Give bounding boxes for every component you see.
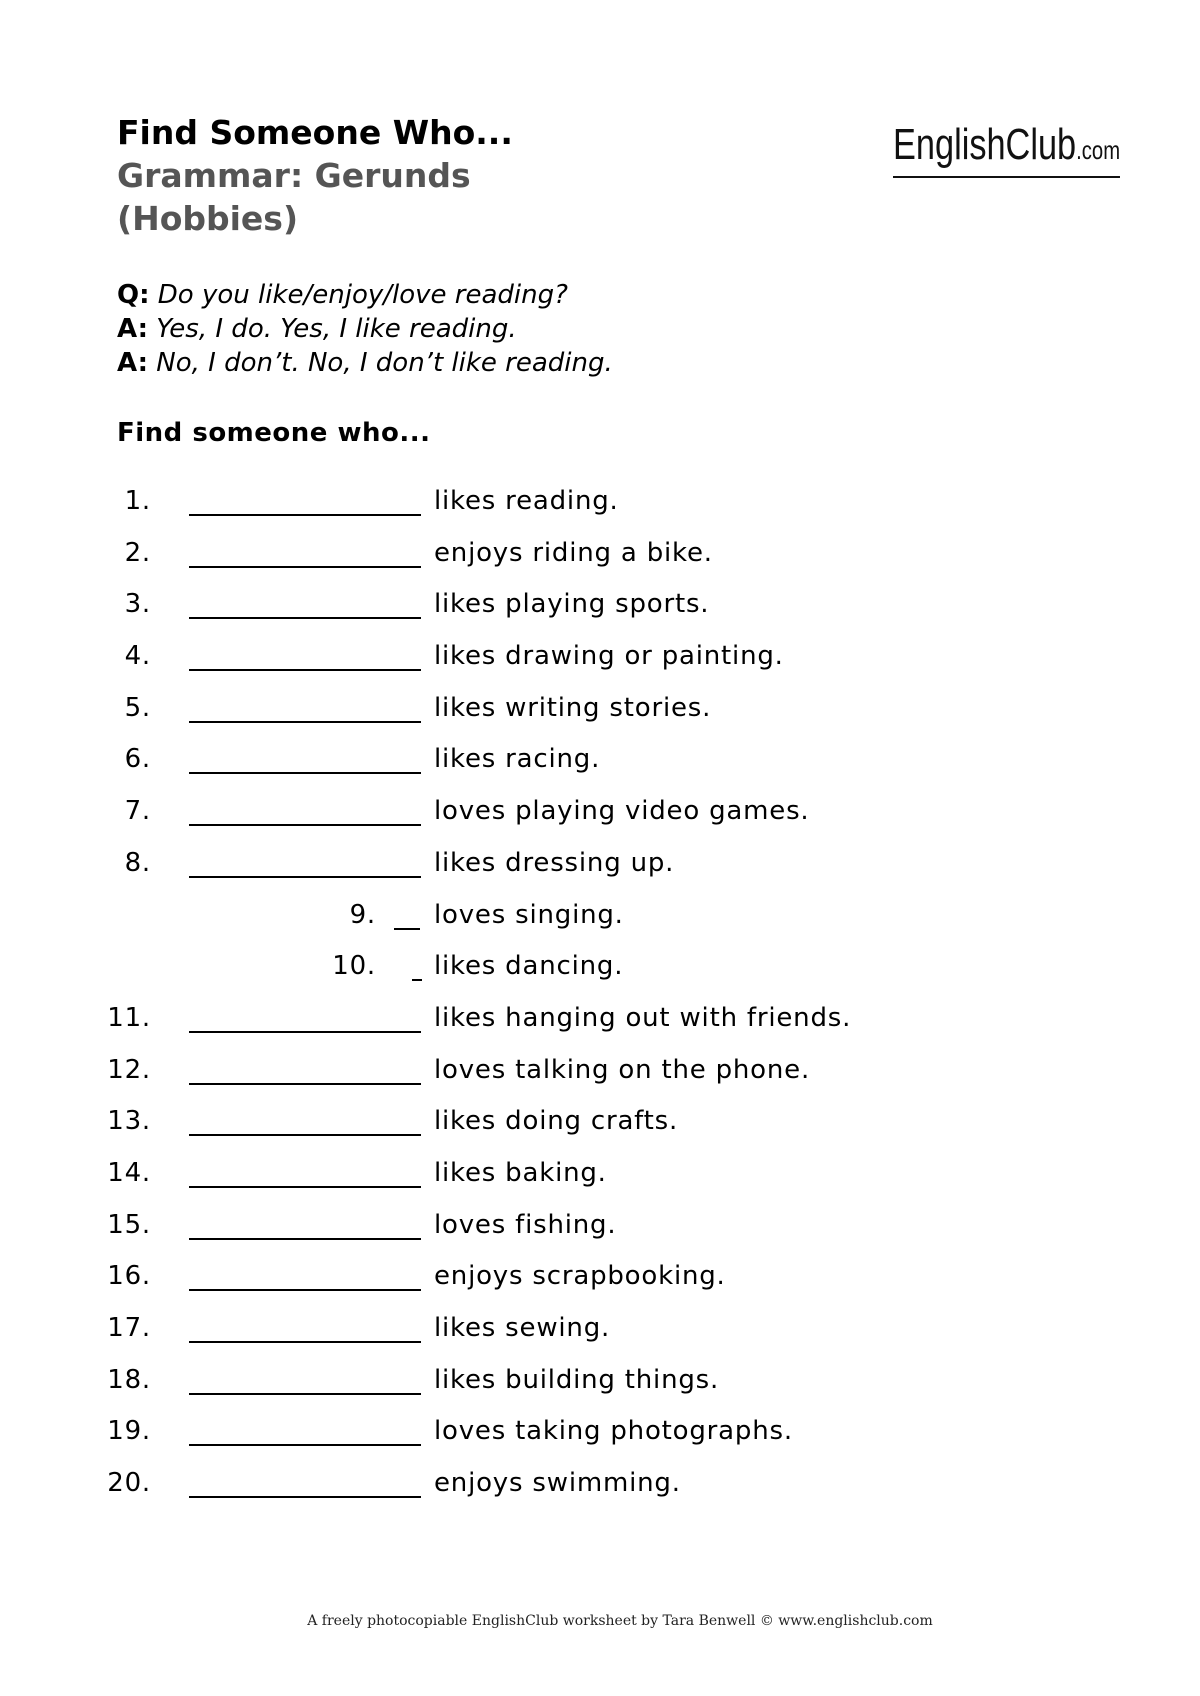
list-item [0, 1414, 1200, 1466]
qa-text: Yes, I do. Yes, I like reading. [156, 314, 517, 344]
item-text: likes writing stories. [434, 692, 712, 723]
answer-blank[interactable] [189, 669, 421, 671]
answer-blank[interactable] [189, 824, 421, 826]
answer-blank[interactable] [189, 1134, 421, 1136]
item-text: loves fishing. [434, 1209, 617, 1240]
item-text: likes drawing or painting. [434, 641, 784, 672]
item-text: likes reading. [434, 486, 619, 516]
englishclub-logo [893, 120, 1121, 178]
answer-blank[interactable] [189, 772, 421, 774]
list-item [0, 1104, 1200, 1156]
item-number: 15. [107, 1209, 151, 1240]
answer-blank[interactable] [189, 1031, 421, 1033]
list-item [0, 536, 1200, 588]
item-text: likes dancing. [434, 951, 624, 982]
answer-blank[interactable] [189, 1496, 421, 1498]
item-text: likes sewing. [434, 1313, 611, 1343]
answer-blank[interactable] [189, 1289, 421, 1291]
answer-blank[interactable] [394, 928, 420, 930]
answer-blank[interactable] [189, 876, 421, 878]
item-number: 14. [107, 1157, 151, 1188]
list-item [0, 587, 1200, 639]
page-subtitle: Grammar: Gerunds (Hobbies) [117, 156, 471, 238]
list-item [0, 1001, 1200, 1053]
logo-suffix-text: .com [1076, 135, 1121, 165]
logo-main-text: EnglishClub [893, 120, 1077, 169]
item-number: 3. [124, 589, 151, 620]
list-item [0, 742, 1200, 794]
answer-blank[interactable] [189, 1341, 421, 1343]
item-number: 7. [124, 796, 151, 827]
answer-blank[interactable] [189, 1083, 421, 1085]
item-text: loves playing video games. [434, 796, 810, 827]
answer-blank[interactable] [412, 979, 422, 981]
item-text: likes hanging out with friends. [434, 1002, 852, 1033]
list-item [0, 1208, 1200, 1260]
item-text: likes playing sports. [434, 589, 710, 620]
answer-blank[interactable] [189, 1186, 421, 1188]
item-number: 9. [349, 899, 376, 930]
item-list [0, 484, 1200, 1518]
item-number: 13. [107, 1106, 151, 1137]
item-number: 10. [332, 951, 376, 982]
list-item [0, 484, 1200, 536]
qa-key: Q: [117, 280, 150, 310]
item-text: enjoys swimming. [434, 1468, 681, 1499]
item-text: likes doing crafts. [434, 1106, 679, 1137]
list-item [0, 1311, 1200, 1363]
answer-line-yes [117, 312, 613, 346]
footer-credit: A freely photocopiable EnglishClub worksheet by Tara Benwell © www.englishclub.com [307, 1613, 933, 1629]
section-heading: Find someone who... [117, 418, 431, 448]
list-item [0, 846, 1200, 898]
item-number: 5. [124, 692, 151, 723]
answer-blank[interactable] [189, 514, 421, 516]
item-text: likes racing. [434, 744, 601, 775]
item-number: 11. [107, 1002, 151, 1033]
answer-blank[interactable] [189, 617, 421, 619]
qa-key: A: [117, 348, 149, 378]
list-item [0, 949, 1200, 1001]
item-number: 19. [107, 1416, 151, 1447]
item-number: 6. [124, 744, 151, 775]
answer-blank[interactable] [189, 566, 421, 568]
item-text: loves taking photographs. [434, 1416, 793, 1447]
answer-blank[interactable] [189, 1238, 421, 1240]
page-title: Find Someone Who... [117, 113, 513, 152]
item-text: loves singing. [434, 899, 624, 930]
item-number: 18. [107, 1364, 151, 1395]
list-item [0, 1156, 1200, 1208]
item-number: 17. [107, 1313, 151, 1343]
list-item [0, 639, 1200, 691]
answer-blank[interactable] [189, 721, 421, 723]
item-number: 2. [124, 537, 151, 568]
item-text: enjoys riding a bike. [434, 537, 713, 568]
list-item [0, 1053, 1200, 1105]
answer-line-no [117, 346, 613, 380]
item-number: 16. [107, 1261, 151, 1292]
list-item [0, 1259, 1200, 1311]
item-number: 8. [124, 847, 151, 878]
list-item [0, 898, 1200, 950]
answer-blank[interactable] [189, 1444, 421, 1446]
item-number: 1. [124, 486, 151, 516]
qa-key: A: [117, 314, 149, 344]
item-text: enjoys scrapbooking. [434, 1261, 726, 1292]
qa-text: Do you like/enjoy/love reading? [157, 280, 568, 310]
list-item [0, 1363, 1200, 1415]
item-number: 20. [107, 1468, 151, 1499]
item-text: likes dressing up. [434, 847, 675, 878]
item-number: 12. [107, 1054, 151, 1085]
list-item [0, 691, 1200, 743]
question-line [117, 278, 613, 312]
item-number: 4. [124, 641, 151, 672]
example-dialogue [117, 278, 613, 380]
item-text: likes building things. [434, 1364, 720, 1395]
answer-blank[interactable] [189, 1393, 421, 1395]
item-text: likes baking. [434, 1157, 607, 1188]
list-item [0, 794, 1200, 846]
list-item [0, 1466, 1200, 1518]
qa-text: No, I don’t. No, I don’t like reading. [156, 348, 613, 378]
item-text: loves talking on the phone. [434, 1054, 811, 1085]
